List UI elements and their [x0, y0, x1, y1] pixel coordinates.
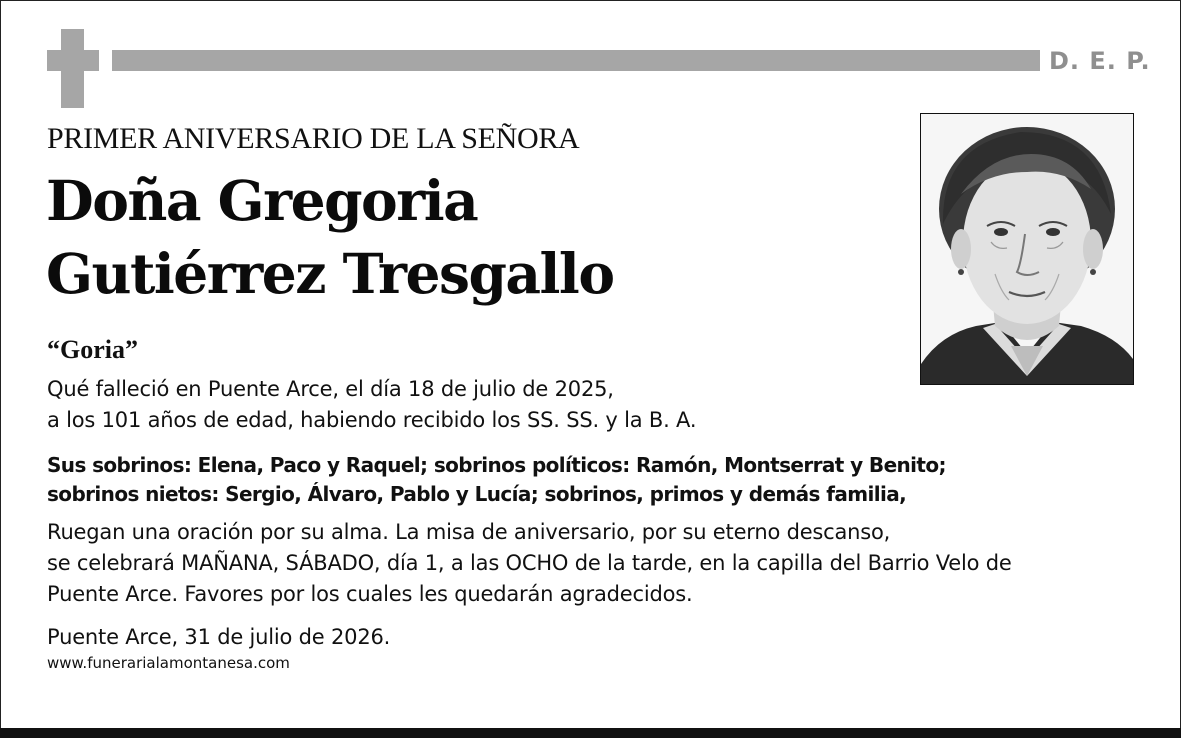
- header-rule: [112, 50, 1040, 71]
- mass-details: [47, 517, 1012, 610]
- place-date: Puente Arce, 31 de julio de 2026.: [47, 625, 391, 649]
- name-line-1: Doña Gregoria: [46, 168, 478, 233]
- bottom-bar: [0, 728, 1181, 738]
- death-line: Qué falleció en Puente Arce, el día 18 de julio de 2025,: [47, 377, 614, 401]
- family-list: [47, 451, 946, 509]
- death-line: a los 101 años de edad, habiendo recibido los SS. SS. y la B. A.: [47, 408, 697, 432]
- mass-line: Puente Arce. Favores por los cuales les quedarán agradecidos.: [47, 582, 693, 606]
- mass-line: se celebrará MAÑANA, SÁBADO, día 1, a las OCHO de la tarde, en la capilla del Barrio Velo de: [47, 551, 1012, 575]
- intro-line: PRIMER ANIVERSARIO DE LA SEÑORA: [47, 122, 580, 155]
- family-line: sobrinos nietos: Sergio, Álvaro, Pablo y Lucía; sobrinos, primos y demás familia,: [47, 482, 907, 506]
- website-link[interactable]: www.funerarialamontanesa.com: [47, 654, 290, 672]
- deceased-name: [46, 164, 614, 310]
- dep-label: D. E. P.: [1049, 47, 1151, 75]
- nickname: “Goria”: [47, 335, 138, 364]
- family-line: Sus sobrinos: Elena, Paco y Raquel; sobrinos políticos: Ramón, Montserrat y Benito;: [47, 453, 946, 477]
- mass-line: Ruegan una oración por su alma. La misa de aniversario, por su eterno descanso,: [47, 520, 891, 544]
- name-line-2: Gutiérrez Tresgallo: [46, 241, 614, 306]
- cross-icon: [47, 29, 99, 108]
- death-details: [47, 374, 696, 436]
- portrait-photo: [920, 113, 1134, 385]
